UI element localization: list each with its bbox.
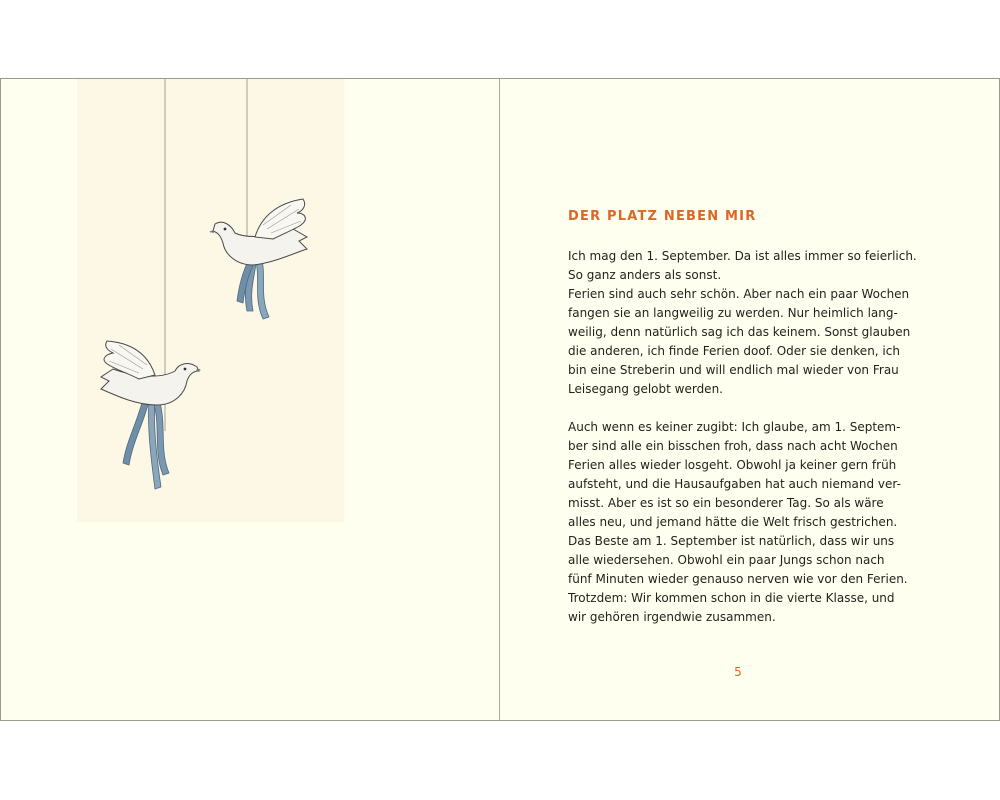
dove-icon bbox=[101, 341, 201, 489]
text-line: die anderen, ich finde Ferien doof. Oder sie denken, ich bbox=[568, 344, 900, 358]
text-line: wir gehören irgendwie zusammen. bbox=[568, 610, 776, 624]
text-line: Ferien sind auch sehr schön. Aber nach ein paar Wochen bbox=[568, 287, 910, 301]
text-line: aufsteht, und die Hausaufgaben hat auch niemand ver- bbox=[568, 477, 901, 491]
paragraph-gap bbox=[568, 399, 928, 418]
text-line: alles neu, und jemand hätte die Welt frisch gestrichen. bbox=[568, 515, 898, 529]
text-line: misst. Aber es ist so ein besonderer Tag. So als wäre bbox=[568, 496, 884, 510]
text-line: fangen sie an langweilig zu werden. Nur heimlich lang- bbox=[568, 306, 898, 320]
page-gutter bbox=[499, 79, 500, 720]
text-line: bin eine Streberin und will endlich mal wieder von Frau bbox=[568, 363, 899, 377]
text-line: Auch wenn es keiner zugibt: Ich glaube, am 1. Septem- bbox=[568, 420, 901, 434]
text-line: Ferien alles wieder losgeht. Obwohl ja keiner gern früh bbox=[568, 458, 897, 472]
dove-icon bbox=[209, 199, 307, 319]
text-line: So ganz anders als sonst. bbox=[568, 268, 722, 282]
text-line: Leisegang gelobt werden. bbox=[568, 382, 723, 396]
text-line: weilig, denn natürlich sag ich das keinem. Sonst glauben bbox=[568, 325, 911, 339]
chapter-title: DER PLATZ NEBEN MIR bbox=[568, 209, 757, 224]
text-line: ber sind alle ein bisschen froh, dass nach acht Wochen bbox=[568, 439, 898, 453]
page-number: 5 bbox=[734, 665, 742, 679]
chapter-text bbox=[568, 247, 928, 627]
text-line: fünf Minuten wieder genauso nerven wie vor den Ferien. bbox=[568, 572, 908, 586]
illustration-svg bbox=[77, 79, 344, 522]
text-line: Trotzdem: Wir kommen schon in die vierte Klasse, und bbox=[568, 591, 895, 605]
text-line: Das Beste am 1. September ist natürlich, dass wir uns bbox=[568, 534, 895, 548]
text-line: alle wiedersehen. Obwohl ein paar Jungs schon nach bbox=[568, 553, 885, 567]
dove-illustration bbox=[77, 79, 344, 522]
text-line: Ich mag den 1. September. Da ist alles immer so feierlich. bbox=[568, 249, 917, 263]
book-spread bbox=[0, 78, 1000, 721]
